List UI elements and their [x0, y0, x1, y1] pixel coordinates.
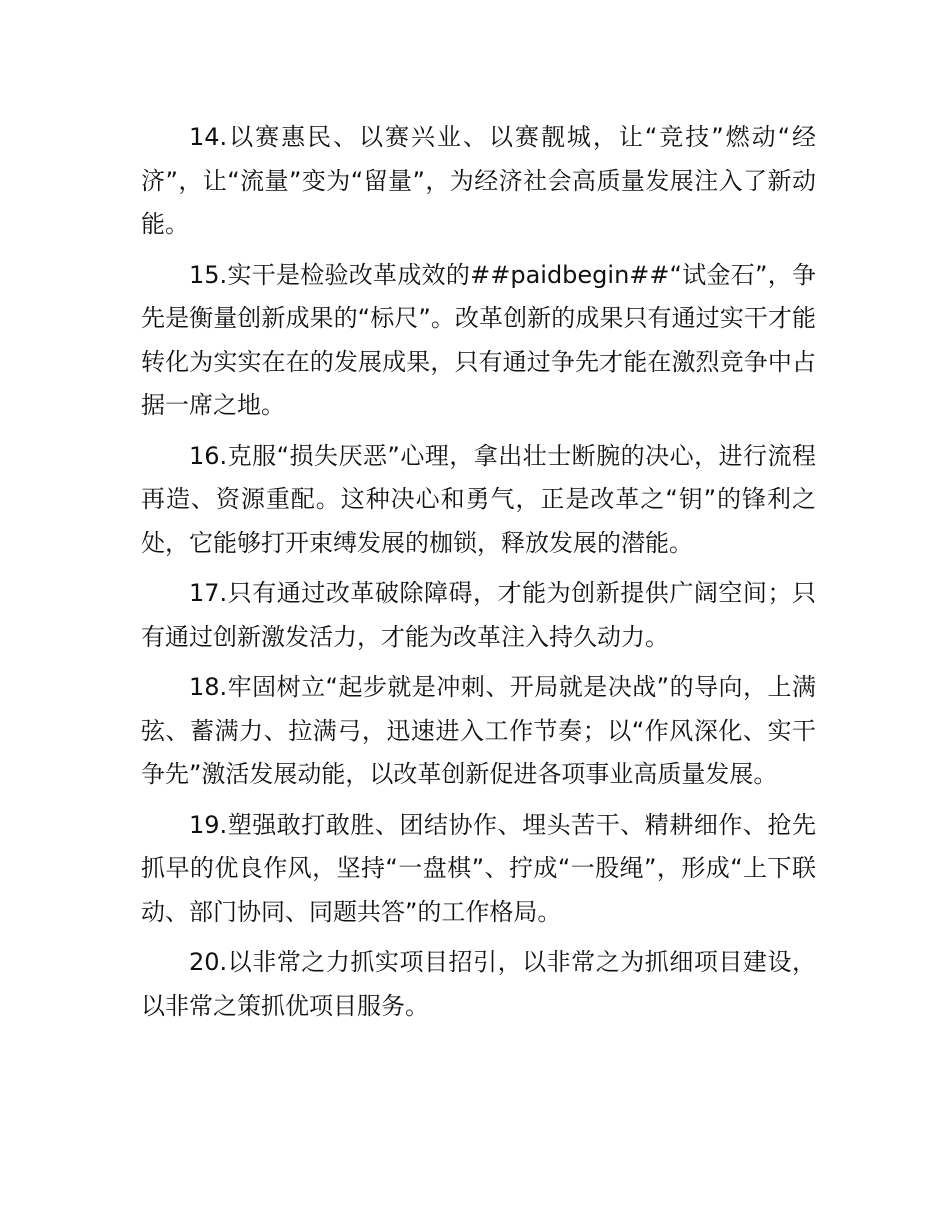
- paragraph-19: 19.塑强敢打敢胜、团结协作、埋头苦干、精耕细作、抢先抓早的优良作风，坚持“一盘棋”、拧成“一股绳”，形成“上下联动、部门协同、同题共答”的工作格局。: [141, 810, 816, 926]
- paragraph-20: 20.以非常之力抓实项目招引，以非常之为抓细项目建设，以非常之策抓优项目服务。: [141, 948, 816, 1020]
- document-body: [141, 116, 816, 1035]
- paragraph-16: 16.克服“损失厌恶”心理，拿出壮士断腕的决心，进行流程再造、资源重配。这种决心和勇气，正是改革之“钥”的锋利之处，它能够打开束缚发展的枷锁，释放发展的潜能。: [141, 441, 816, 557]
- paragraph-18: 18.牢固树立“起步就是冲刺、开局就是决战”的导向，上满弦、蓄满力、拉满弓，迅速进入工作节奏；以“作风深化、实干争先”激活发展动能，以改革创新促进各项事业高质量发展。: [141, 673, 816, 788]
- paragraph-14: 14.以赛惠民、以赛兴业、以赛靓城，让“竞技”燃动“经济”，让“流量”变为“留量”，为经济社会高质量发展注入了新动能。: [141, 123, 816, 238]
- paragraph-15: 15.实干是检验改革成效的##paidbegin##“试金石”，争先是衡量创新成果的“标尺”。改革创新的成果只有通过实干才能转化为实实在在的发展成果，只有通过争先才能在激烈竞争中占据一席之地。: [141, 260, 816, 419]
- paragraph-17: 17.只有通过改革破除障碍，才能为创新提供广阔空间；只有通过创新激发活力，才能为改革注入持久动力。: [141, 579, 816, 651]
